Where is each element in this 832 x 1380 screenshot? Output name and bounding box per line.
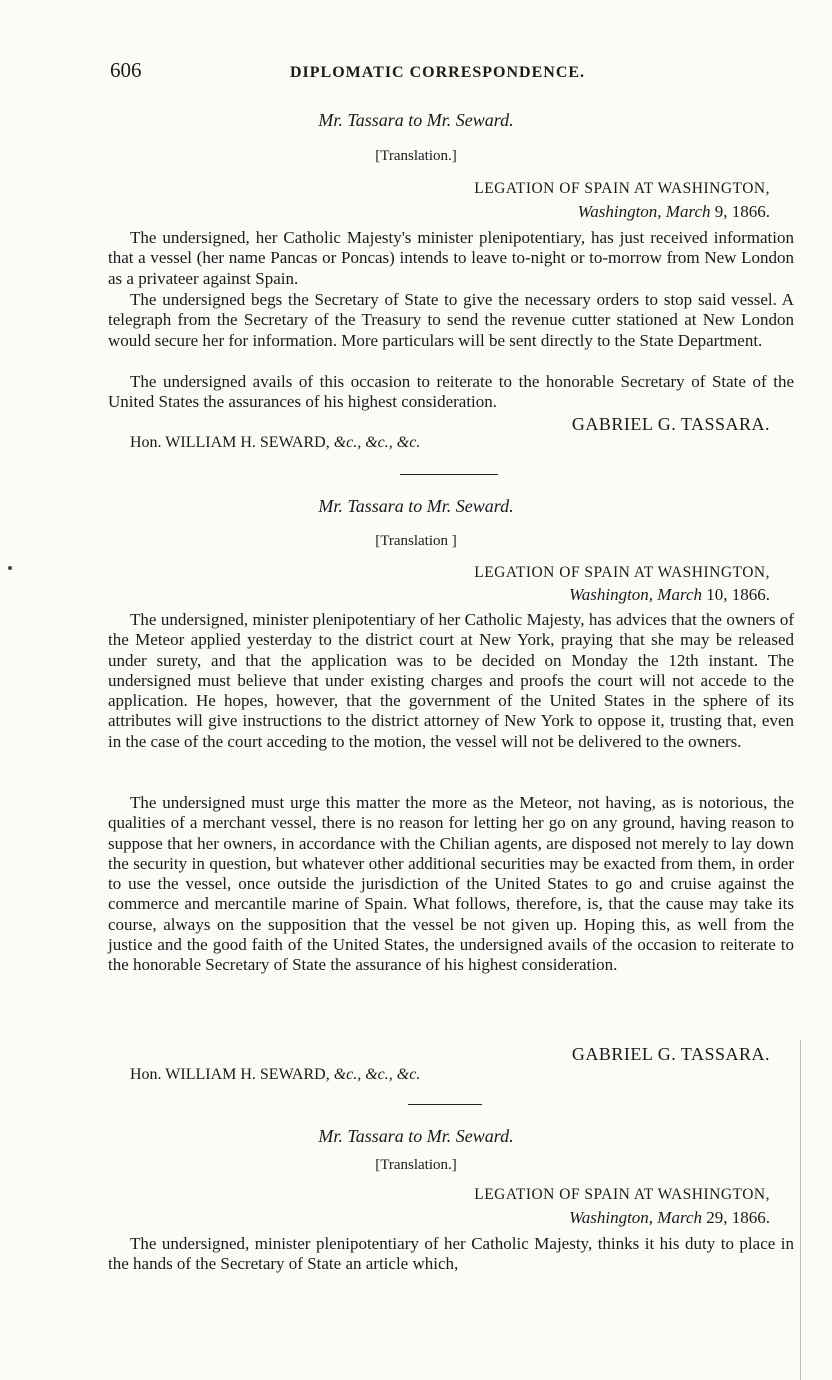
letter-2-translation-note: [Translation ] [375, 533, 457, 549]
running-head: DIPLOMATIC CORRESPONDENCE. [290, 64, 586, 81]
letter-2-date [569, 585, 770, 605]
letter-1-date-place: Washington, March [577, 202, 711, 221]
letter-1-signature: GABRIEL G. TASSARA. [571, 414, 770, 434]
letter-1-paragraph-3: The undersigned avails of this occasion to reiterate to the honorable Secretary of State of the United States the assurances of his highest consideration. [108, 372, 794, 412]
letter-1-date-rest: 9, 1866. [710, 202, 770, 221]
letter-1-translation-note: [Translation.] [375, 148, 457, 164]
letter-3-date [569, 1208, 770, 1228]
letter-1-addressee-etc: &c., &c., &c. [329, 434, 421, 451]
letter-2-paragraph-1: The undersigned, minister plenipotentiary of her Catholic Majesty, has advices that the owners of the Meteor applied yesterday to the district court at New York, praying that she may be released under surety, and that the application was to be decided on Monday the 12th instant. The undersigned must believe that under existing charges and proofs the court will not accede to the application. He hopes, however, that the government of the United States in the sphere of its attributes will give instructions to the district attorney of New York to oppose it, trusting that, even in the case of the court acceding to the motion, the vessel will not be delivered to the owners. [108, 610, 794, 751]
letter-2-addressee [130, 1066, 420, 1084]
letter-2-signature: GABRIEL G. TASSARA. [571, 1044, 770, 1064]
letter-1-addressee [130, 434, 420, 452]
letter-2-addressee-name: Hon. WILLIAM H. SEWARD, [130, 1066, 330, 1083]
letter-1-addressee-name: Hon. WILLIAM H. SEWARD, [130, 434, 330, 451]
scan-speck [8, 566, 12, 570]
letter-3-date-place: Washington, March [569, 1208, 702, 1227]
letter-2-paragraph-2: The undersigned must urge this matter the more as the Meteor, not having, as is notorious, the qualities of a merchant vessel, there is no reason for letting her go on any ground, having reason to suppose that her owners, in accordance with the Chilian agents, are disposed not merely to lay down the security in question, but whatever other additional securities may be exacted from them, in order to use the vessel, once outside the jurisdiction of the United States to go and cruise against the commerce and mercantile marine of Spain. What follows, therefore, is, that the cause may take its course, always on the supposition that the vessel be not given up. Hoping this, as well from the justice and the good faith of the United States, the undersigned avails of the occasion to reiterate to the honorable Secretary of State the assurance of his highest consideration. [108, 793, 794, 975]
letter-1-title: Mr. Tassara to Mr. Seward. [318, 110, 514, 130]
letter-3-title: Mr. Tassara to Mr. Seward. [318, 1126, 514, 1146]
separator-rule-1 [400, 474, 498, 475]
letter-2-legation: LEGATION OF SPAIN AT WASHINGTON, [474, 564, 770, 581]
page-number: 606 [110, 58, 142, 82]
letter-3-legation: LEGATION OF SPAIN AT WASHINGTON, [474, 1186, 770, 1203]
separator-rule-2 [408, 1104, 482, 1105]
letter-2-title: Mr. Tassara to Mr. Seward. [318, 496, 514, 516]
letter-3-translation-note: [Translation.] [375, 1157, 457, 1173]
letter-3-date-rest: 29, 1866. [702, 1208, 770, 1227]
letter-1-legation: LEGATION OF SPAIN AT WASHINGTON, [474, 180, 770, 197]
letter-3-paragraph-1: The undersigned, minister plenipotentiary of her Catholic Majesty, thinks it his duty to place in the hands of the Secretary of State an article which, [108, 1234, 794, 1274]
letter-1-paragraph-1: The undersigned, her Catholic Majesty's minister plenipotentiary, has just received information that a vessel (her name Pancas or Poncas) intends to leave to-night or to-morrow from New London as a privateer against Spain. [108, 228, 794, 288]
letter-1-date [578, 202, 770, 222]
letter-1-paragraph-2: The undersigned begs the Secretary of State to give the necessary orders to stop said vessel. A telegraph from the Secretary of the Treasury to send the revenue cutter stationed at New London would secure her for information. More particulars will be sent directly to the State Department. [108, 290, 794, 350]
scan-edge-line [800, 1040, 801, 1380]
letter-2-date-place: Washington, March [569, 585, 702, 604]
letter-2-addressee-etc: &c., &c., &c. [329, 1066, 421, 1083]
letter-2-date-rest: 10, 1866. [702, 585, 770, 604]
